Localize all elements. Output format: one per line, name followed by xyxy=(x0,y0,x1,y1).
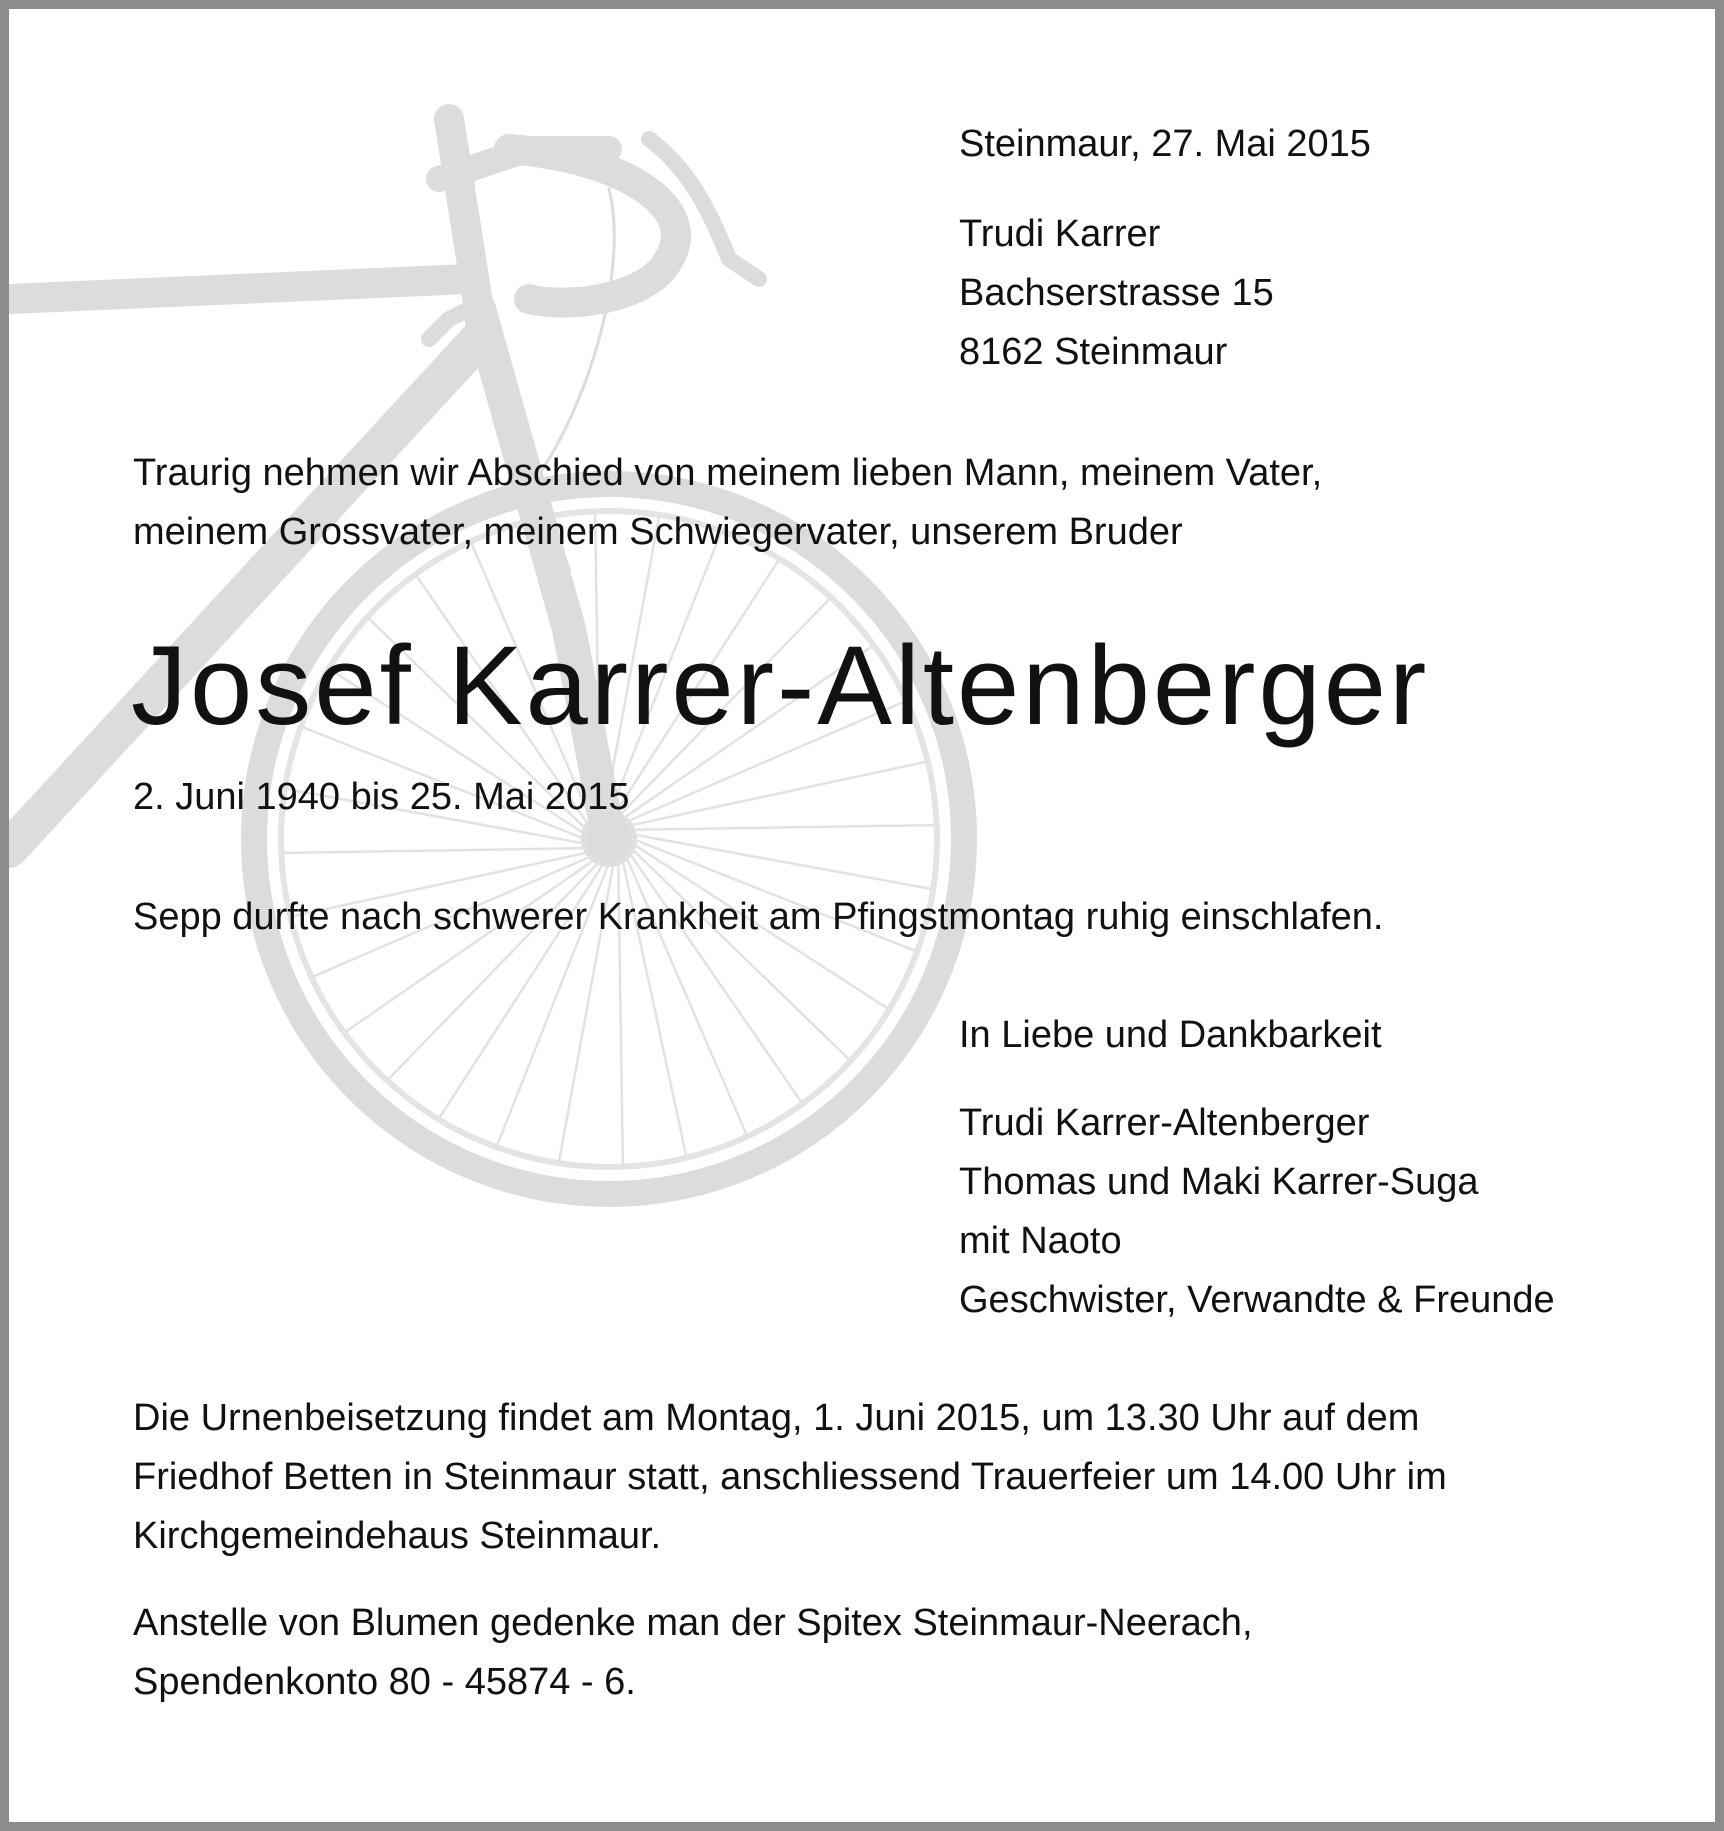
deceased-name: Josef Karrer-Altenberger xyxy=(131,623,1430,748)
intro-text xyxy=(133,444,1322,562)
intro-line: meinem Grossvater, meinem Schwiegervater, unserem Bruder xyxy=(133,511,1183,553)
message-text: Sepp durfte nach schwerer Krankheit am Pfingstmontag ruhig einschlafen. xyxy=(133,896,1384,938)
donation-line: Anstelle von Blumen gedenke man der Spitex Steinmaur-Neerach, xyxy=(133,1602,1253,1644)
place-date: Steinmaur, 27. Mai 2015 xyxy=(959,123,1371,165)
sender-address xyxy=(959,205,1274,382)
ceremony-line: Friedhof Betten in Steinmaur statt, anschliessend Trauerfeier um 14.00 Uhr im xyxy=(133,1456,1447,1498)
address-line: 8162 Steinmaur xyxy=(959,331,1228,373)
mourner-line: Thomas und Maki Karrer-Suga xyxy=(959,1161,1479,1203)
mourners-list xyxy=(959,1094,1555,1330)
mourner-line: Geschwister, Verwandte & Freunde xyxy=(959,1279,1555,1321)
closing-text: In Liebe und Dankbarkeit xyxy=(959,1014,1382,1056)
ceremony-text xyxy=(133,1389,1447,1566)
ceremony-line: Die Urnenbeisetzung findet am Montag, 1. Juni 2015, um 13.30 Uhr auf dem xyxy=(133,1397,1420,1439)
donation-line: Spendenkonto 80 - 45874 - 6. xyxy=(133,1661,636,1703)
intro-line: Traurig nehmen wir Abschied von meinem lieben Mann, meinem Vater, xyxy=(133,452,1323,494)
ceremony-line: Kirchgemeindehaus Steinmaur. xyxy=(133,1515,662,1557)
address-line: Trudi Karrer xyxy=(959,213,1161,255)
donation-text xyxy=(133,1594,1253,1712)
mourner-line: mit Naoto xyxy=(959,1220,1122,1262)
address-line: Bachserstrasse 15 xyxy=(959,272,1274,314)
life-dates: 2. Juni 1940 bis 25. Mai 2015 xyxy=(133,776,630,818)
mourner-line: Trudi Karrer-Altenberger xyxy=(959,1102,1370,1144)
